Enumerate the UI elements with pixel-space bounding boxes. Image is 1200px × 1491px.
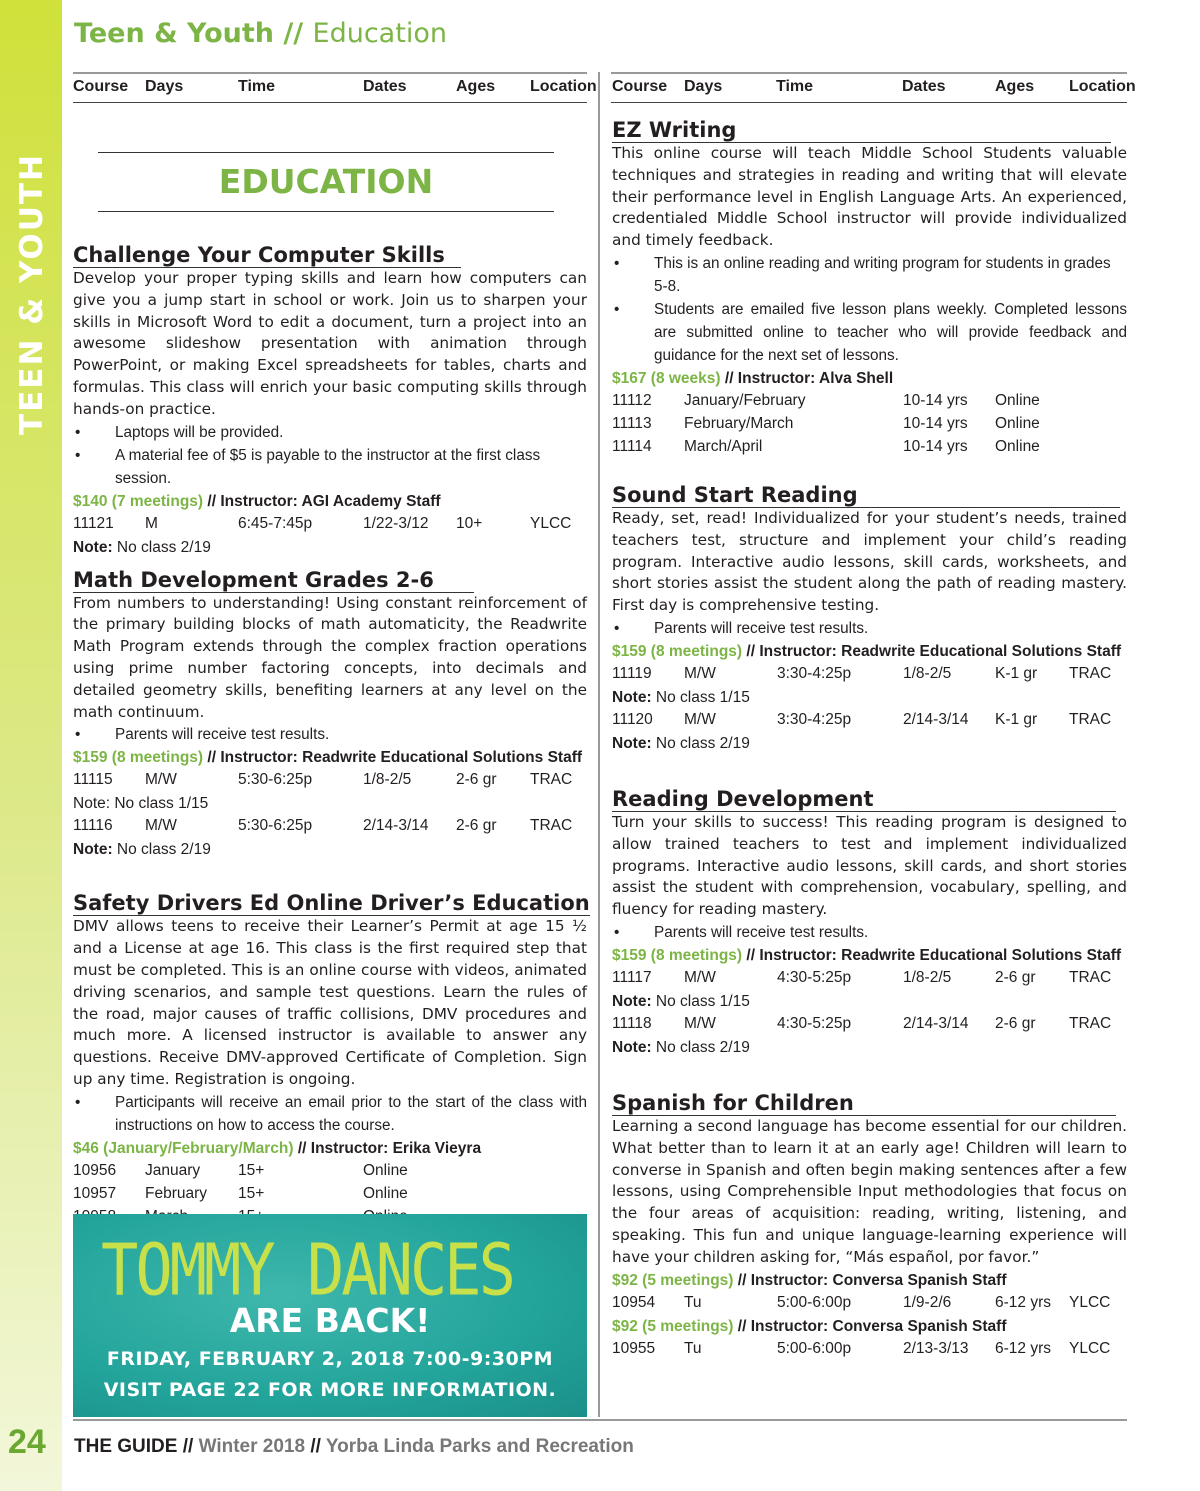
course-description: From numbers to understanding! Using constant reinforcement of the primary building blocks of math automaticity, the Readwrite Math Program extends through the complex fraction operations using prime number factoring concepts, into decimals and detailed geometry skills, benefiting learners at any level on the math continuum. bbox=[73, 593, 587, 721]
cell-location: YLCC bbox=[1069, 1339, 1111, 1357]
right-column bbox=[612, 118, 1127, 1361]
cell-ages: 2-6 gr bbox=[995, 968, 1036, 986]
course-title: Challenge Your Computer Skills bbox=[73, 243, 461, 268]
course-title: EZ Writing bbox=[612, 118, 1111, 143]
cell-dates: Online bbox=[363, 1184, 408, 1202]
cell-days: M/W bbox=[684, 1014, 716, 1032]
cell-days: M/W bbox=[684, 664, 716, 682]
price: $140 (7 meetings) bbox=[73, 492, 204, 510]
cell-course: 11117 bbox=[612, 968, 652, 986]
course-ez-writing bbox=[612, 118, 1127, 459]
instructor: // Instructor: Conversa Spanish Staff bbox=[733, 1317, 1007, 1335]
note bbox=[612, 990, 1127, 1013]
note bbox=[612, 686, 1127, 709]
instructor: // Instructor: Erika Vieyra bbox=[293, 1139, 482, 1157]
course-description: DMV allows teens to receive their Learner’s Permit at age 15 ½ and a License at age 16. This class is the first required step that must be completed. This is an online course with videos, animated driving scenarios, and sample test questions. Learn the rules of the road, major causes of traffic collisions, DMV procedures and much more. A licensed instructor is available to answer any questions. Receive DMV-approved Certificate of Completion. Sign up any time. Registration is ongoing. bbox=[73, 917, 587, 1088]
col-location: Location bbox=[530, 78, 597, 95]
page-title bbox=[74, 18, 447, 49]
col-course: Course bbox=[612, 78, 668, 95]
cell-days: M/W bbox=[684, 710, 716, 728]
note bbox=[612, 732, 1127, 755]
cell-location: Online bbox=[995, 391, 1040, 409]
table-row bbox=[612, 390, 1127, 413]
cell-ages: 10-14 yrs bbox=[903, 437, 968, 455]
instructor: // Instructor: Alva Shell bbox=[720, 369, 894, 387]
bullet-item: • Participants will receive an email prior to the start of the class with instructions on how to access the course. bbox=[73, 1091, 587, 1137]
bullet-item: • This is an online reading and writing program for students in grades 5-8. bbox=[612, 252, 1127, 298]
cell-time: 4:30-5:25p bbox=[777, 1014, 852, 1032]
cell-course: 11119 bbox=[612, 664, 652, 682]
price-line bbox=[73, 490, 587, 513]
left-column-header bbox=[73, 72, 597, 103]
cell-location: TRAC bbox=[1069, 968, 1112, 986]
footer-rule bbox=[73, 1419, 1127, 1421]
note-label: Note: bbox=[612, 734, 652, 752]
col-days: Days bbox=[684, 78, 723, 95]
cell-course: 11116 bbox=[73, 817, 113, 835]
note: Note: No class 1/15 bbox=[73, 795, 209, 813]
page-title-subcategory: Education bbox=[312, 18, 447, 49]
note-text: No class 2/19 bbox=[112, 841, 211, 859]
cell-location: Online bbox=[995, 414, 1040, 432]
note-text: No class 2/19 bbox=[651, 734, 750, 752]
note-label: Note: bbox=[73, 538, 113, 556]
cell-dates: 2/13-3/13 bbox=[903, 1339, 969, 1357]
course-spanish-for-children bbox=[612, 1091, 1127, 1361]
cell-course: 10956 bbox=[73, 1161, 117, 1179]
footer-guide: THE GUIDE // bbox=[74, 1436, 194, 1457]
cell-ages: 6-12 yrs bbox=[995, 1339, 1051, 1357]
cell-time: 6:45-7:45p bbox=[238, 514, 313, 532]
price: $159 (8 meetings) bbox=[73, 749, 204, 767]
footer-season: Winter 2018 bbox=[193, 1436, 311, 1457]
cell-ages: 10+ bbox=[456, 514, 483, 532]
course-computer-skills bbox=[73, 243, 587, 559]
col-course: Course bbox=[73, 78, 129, 95]
instructor: // Instructor: AGI Academy Staff bbox=[203, 492, 441, 510]
instructor: // Instructor: Readwrite Educational Solutions Staff bbox=[742, 642, 1122, 660]
course-description: Develop your proper typing skills and learn how computers can give you a jump start in school or work. Join us to sharpen your skills in Microsoft Word to edit a document, turn a project into an awesome slideshow presentation with animation through PowerPoint, or making Excel spreadsheets for tables, charts and formulas. This class will enrich your basic computing skills through hands-on practice. bbox=[73, 269, 587, 418]
page-number: 24 bbox=[8, 1423, 46, 1461]
cell-dates: Online bbox=[363, 1161, 408, 1179]
cell-ages: 10-14 yrs bbox=[903, 414, 968, 432]
cell-days: January/February bbox=[684, 391, 806, 409]
cell-days: February/March bbox=[684, 414, 794, 432]
bullet-item: • Parents will receive test results. bbox=[612, 921, 1127, 944]
course-description: Ready, set, read! Individualized for your student’s needs, trained teachers test, structure and implement your child’s reading program. Interactive audio lessons, skill cards, worksheets, and short stories assist the student along the path of reading mastery. First day is comprehensive testing. bbox=[612, 508, 1127, 615]
cell-location: TRAC bbox=[530, 817, 573, 835]
price-line bbox=[73, 1137, 587, 1160]
cell-days: M/W bbox=[684, 968, 716, 986]
note-text: No class 1/15 bbox=[651, 992, 750, 1010]
cell-course: 11113 bbox=[612, 414, 652, 432]
cell-dates: 2/14-3/14 bbox=[903, 1014, 969, 1032]
col-dates: Dates bbox=[363, 78, 407, 95]
note-label: Note: bbox=[612, 992, 652, 1010]
cell-course: 11114 bbox=[612, 437, 652, 455]
bullet-item: • Parents will receive test results. bbox=[612, 617, 1127, 640]
course-drivers-ed bbox=[73, 891, 590, 1228]
col-location: Location bbox=[1069, 78, 1136, 95]
cell-course: 11121 bbox=[73, 514, 114, 532]
cell-location: TRAC bbox=[1069, 1014, 1112, 1032]
price: $167 (8 weeks) bbox=[612, 369, 721, 387]
left-column bbox=[73, 243, 590, 1229]
col-time: Time bbox=[776, 78, 814, 95]
footer-separator: // bbox=[310, 1436, 321, 1457]
course-title: Safety Drivers Ed Online Driver’s Education bbox=[73, 891, 590, 916]
cell-dates: 1/22-3/12 bbox=[363, 514, 429, 532]
cell-location: Online bbox=[995, 437, 1040, 455]
col-ages: Ages bbox=[456, 78, 496, 95]
price: $159 (8 meetings) bbox=[612, 642, 743, 660]
cell-course: 11115 bbox=[73, 771, 113, 789]
price-line bbox=[73, 746, 587, 769]
price-line bbox=[612, 1315, 1127, 1338]
cell-ages: 2-6 gr bbox=[995, 1014, 1036, 1032]
instructor: // Instructor: Readwrite Educational Solutions Staff bbox=[203, 749, 583, 767]
table-row bbox=[612, 413, 1127, 436]
cell-dates: 1/9-2/6 bbox=[903, 1293, 952, 1311]
ad-title: TOMMY DANCES bbox=[101, 1228, 513, 1312]
table-row bbox=[73, 1183, 587, 1206]
cell-time: 15+ bbox=[238, 1161, 265, 1179]
price: $92 (5 meetings) bbox=[612, 1271, 734, 1289]
page-title-category: Teen & Youth // bbox=[74, 18, 304, 49]
bullet-item: • Parents will receive test results. bbox=[73, 723, 587, 746]
cell-location: TRAC bbox=[1069, 710, 1112, 728]
instructor: // Instructor: Readwrite Educational Solutions Staff bbox=[742, 946, 1122, 964]
cell-days: M/W bbox=[145, 771, 177, 789]
table-row bbox=[73, 513, 587, 536]
sidebar-band bbox=[0, 0, 62, 1491]
price: $159 (8 meetings) bbox=[612, 946, 743, 964]
bullet-item: • Laptops will be provided. bbox=[73, 421, 587, 444]
bullet-item: • Students are emailed five lesson plans weekly. Completed lessons are submitted online to teacher who will provide feedback and guidance for the next set of lessons. bbox=[612, 298, 1127, 367]
note bbox=[73, 838, 587, 861]
course-title: Math Development Grades 2-6 bbox=[73, 568, 474, 593]
course-title: Spanish for Children bbox=[612, 1091, 1116, 1116]
course-title: Reading Development bbox=[612, 787, 1116, 812]
cell-days: January bbox=[145, 1161, 201, 1179]
course-description: Turn your skills to success! This reading program is designed to allow trained teachers to test and implement individualized programs. Interactive audio lessons, skill cards, and short stories assist the student with comprehension, vocabulary, spelling, and fluency for reading mastery. bbox=[612, 812, 1127, 919]
cell-time: 3:30-4:25p bbox=[777, 664, 852, 682]
footer bbox=[74, 1436, 634, 1458]
price-line bbox=[612, 640, 1127, 663]
note-text: No class 1/15 bbox=[651, 688, 750, 706]
cell-dates: 2/14-3/14 bbox=[903, 710, 969, 728]
bullet-item: • A material fee of $5 is payable to the instructor at the first class session. bbox=[73, 444, 587, 490]
cell-days: March/April bbox=[684, 437, 763, 455]
cell-location: TRAC bbox=[1069, 664, 1112, 682]
ad-info-line: VISIT PAGE 22 FOR MORE INFORMATION. bbox=[103, 1379, 557, 1401]
ad-date-line: FRIDAY, FEBRUARY 2, 2018 7:00-9:30PM bbox=[106, 1348, 554, 1370]
event-ad bbox=[73, 1214, 587, 1417]
cell-time: 5:30-6:25p bbox=[238, 771, 313, 789]
right-column-header bbox=[611, 72, 1136, 103]
section-banner bbox=[98, 152, 554, 212]
cell-days: Tu bbox=[684, 1293, 702, 1311]
cell-ages: K-1 gr bbox=[995, 664, 1038, 682]
note-label: Note: bbox=[612, 688, 652, 706]
cell-time: 3:30-4:25p bbox=[777, 710, 852, 728]
cell-ages: 2-6 gr bbox=[456, 771, 497, 789]
footer-org: Yorba Linda Parks and Recreation bbox=[320, 1436, 634, 1457]
cell-course: 11112 bbox=[612, 391, 652, 409]
price: $92 (5 meetings) bbox=[612, 1317, 734, 1335]
cell-location: YLCC bbox=[1069, 1293, 1111, 1311]
price-line bbox=[612, 367, 1127, 390]
course-sound-start-reading bbox=[612, 483, 1127, 755]
cell-ages: K-1 gr bbox=[995, 710, 1038, 728]
col-ages: Ages bbox=[995, 78, 1035, 95]
table-row bbox=[612, 967, 1127, 990]
ad-subtitle: ARE BACK! bbox=[229, 1301, 431, 1340]
note-label: Note: bbox=[73, 841, 113, 859]
cell-ages: 10-14 yrs bbox=[903, 391, 968, 409]
cell-location: YLCC bbox=[530, 514, 572, 532]
col-time: Time bbox=[238, 78, 276, 95]
table-row bbox=[73, 1160, 587, 1183]
price-line bbox=[612, 944, 1127, 967]
cell-days: Tu bbox=[684, 1339, 702, 1357]
cell-time: 15+ bbox=[238, 1184, 265, 1202]
price-line bbox=[612, 1269, 1127, 1292]
table-row bbox=[612, 663, 1127, 686]
cell-course: 11120 bbox=[612, 710, 653, 728]
price: $46 (January/February/March) bbox=[73, 1139, 294, 1157]
cell-days: February bbox=[145, 1184, 208, 1202]
table-row bbox=[612, 1338, 1127, 1361]
note-label: Note: bbox=[612, 1038, 652, 1056]
sidebar-label: TEEN & YOUTH bbox=[14, 152, 50, 436]
column-divider bbox=[598, 72, 600, 1417]
cell-location: TRAC bbox=[530, 771, 573, 789]
course-description: Learning a second language has become essential for our children. What better than to learn it at an early age! Children will learn to converse in Spanish and often begin making sentences after a few lessons, using Comprehensible Input methodologies that focus on the four areas of acquisition: reading, writing, listening, and speaking. This fun and unique language-learning experience will have your children asking for, “Más español, por favor.” bbox=[612, 1116, 1127, 1266]
cell-dates: 1/8-2/5 bbox=[903, 968, 952, 986]
cell-dates: 1/8-2/5 bbox=[903, 664, 952, 682]
table-row bbox=[73, 815, 587, 838]
cell-time: 5:30-6:25p bbox=[238, 817, 313, 835]
cell-course: 10957 bbox=[73, 1184, 117, 1202]
note bbox=[612, 1036, 1127, 1059]
table-row bbox=[612, 1013, 1127, 1036]
col-days: Days bbox=[145, 78, 184, 95]
instructor: // Instructor: Conversa Spanish Staff bbox=[733, 1271, 1007, 1289]
table-row bbox=[612, 709, 1127, 732]
course-title: Sound Start Reading bbox=[612, 483, 1120, 508]
cell-time: 5:00-6:00p bbox=[777, 1293, 852, 1311]
cell-days: M/W bbox=[145, 817, 177, 835]
cell-time: 5:00-6:00p bbox=[777, 1339, 852, 1357]
cell-ages: 2-6 gr bbox=[456, 817, 497, 835]
section-banner-text: EDUCATION bbox=[218, 162, 434, 201]
note-text: No class 2/19 bbox=[112, 538, 211, 556]
cell-dates: 1/8-2/5 bbox=[363, 771, 412, 789]
cell-dates: 2/14-3/14 bbox=[363, 817, 429, 835]
note bbox=[73, 536, 587, 559]
col-dates: Dates bbox=[902, 78, 946, 95]
cell-course: 11118 bbox=[612, 1014, 652, 1032]
cell-days: M bbox=[145, 514, 158, 532]
table-row bbox=[73, 769, 587, 792]
cell-time: 4:30-5:25p bbox=[777, 968, 852, 986]
table-row bbox=[612, 1292, 1127, 1315]
course-description: This online course will teach Middle School Students valuable techniques and strategies in reading and writing that will elevate their performance level in English Language Arts. An experienced, credentialed Middle School instructor will provide individualized and timely feedback. bbox=[612, 144, 1127, 250]
cell-course: 10954 bbox=[612, 1293, 656, 1311]
cell-course: 10955 bbox=[612, 1339, 656, 1357]
course-math-development bbox=[73, 568, 587, 862]
cell-ages: 6-12 yrs bbox=[995, 1293, 1051, 1311]
note-text: No class 2/19 bbox=[651, 1038, 750, 1056]
course-reading-development bbox=[612, 787, 1127, 1059]
table-row bbox=[612, 436, 1127, 459]
